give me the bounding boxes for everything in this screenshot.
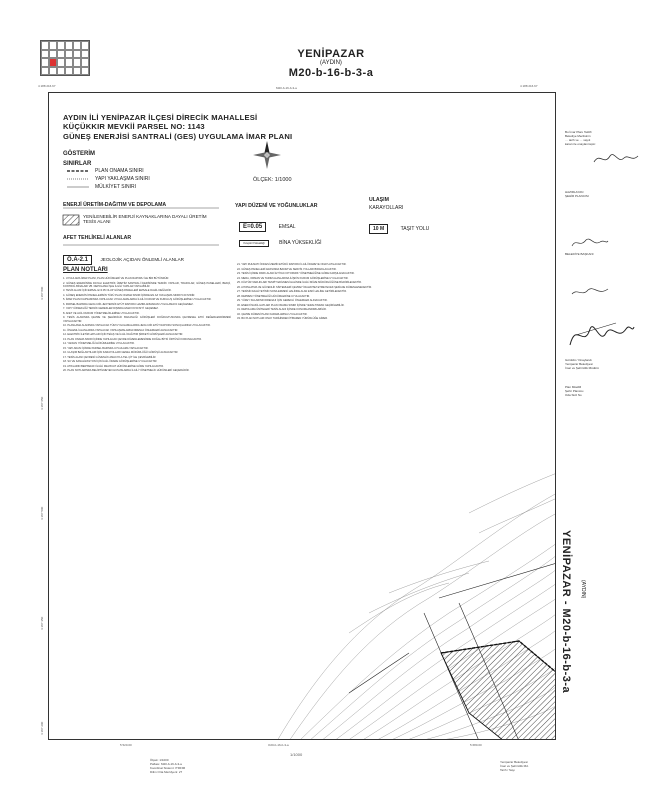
author-block [565,385,635,397]
author-line: Oda Sicil No [565,393,582,397]
coord-bottom-2: 5 680.00 [470,743,482,747]
side-title-code: M20-b-16-b-3-a [560,608,572,694]
note-item: 24. MERA, ORMAN VE TARIM ALANLARINA İLİŞKİN KURUM GÖRÜŞLERİNE UYULACAKTIR. [237,276,349,280]
coord-left-4: 4 187 350 [40,616,44,630]
plan-title-line3: GÜNEŞ ENERJİSİ SANTRALİ (GES) UYGULAMA İMAR PLANI [63,131,293,141]
signature-2-icon [570,236,610,250]
bottom-scale: 1/1000 [290,752,303,757]
note-item: 27. TESİSİN FAALİYETİNİN SONA ERMESİ HALİNDE ALAN ESKİ HALİNE GETİRİLECEKTİR. [237,290,347,293]
note-item: 29. YÜZEY SULARININ DRENAJI İÇİN GEREKLİ ÖNLEMLER ALINACAKTIR. [237,299,328,302]
road-row [369,217,429,235]
energy-area-swatch [63,215,79,225]
sheet-code: M20-b-16-b-3-a [288,66,374,79]
note-item: 9. TESİS ALANINDA ÇEVRE VE ŞEHİRCİLİK BAKANLIĞI GÖRÜŞLERİ DOĞRULTUSUNDA ÇEVRESEL ETKİ DEĞERLENDİRMESİ YAPILACAKTIR. [63,316,231,323]
coord-bottom-1: 5 520.00 [120,743,132,747]
note-item: 23. TESİS İÇİNDE PARK ALANI İHTİYACI OTOPARK YÖNETMELİĞİNE GÖRE KARŞILANACAKTIR. [237,272,355,275]
plan-frame [48,92,556,740]
note-item: 7. YAPI YÜKSEKLİĞİ TEKNİK GEREKLER DIŞINDA HMAX=6.50 M'Yİ GEÇEMEZ. [63,307,159,311]
approval-line: Bu İmar Planı Teklifi [565,130,592,134]
approval-line: Belediye Meclisinin [565,134,591,138]
side-sheet-region: (AYDIN) [580,580,586,599]
hazard-heading: AFET TEHLİKELİ ALANLAR [63,235,132,241]
note-item: 17. TESİS ALANI ÇEVRESİ GÜVENLİK AMACIYLA TEL ÇİT İLE ÇEVRİLEBİLİR. [63,355,157,359]
municipality-line: Görüldü / Onaylandı [565,358,592,362]
author-line: Plan Müellifi [565,385,582,389]
note-item: 13. PLAN ONAMA SINIRI İÇİNDE YAPILACAK ÇEVRE DÜZENLEMESİNDE DOĞAL BİTKİ ÖRTÜSÜ KORUNACAKTIR. [63,337,202,341]
note-item: 1. UYGULAMA İMAR PLANI, PLAN HÜKÜMLERİ VE PLAN RAPORU İLE BİR BÜTÜNDÜR. [63,277,170,280]
legend-heading: GÖSTERİM [63,151,96,157]
sheet-title: YENİPAZAR [297,48,365,60]
limit-item-2: YAPI YAKLAŞMA SINIRI [95,176,150,182]
transport-sub: KARAYOLLARI [369,205,404,211]
energy-heading: ENERJİ ÜRETİM-DAĞITIM VE DEPOLAMA [63,202,167,208]
note-item: 22. GÜNEŞ PANELLERİ ARASINDA BAKIM VE SERVİS YOLLARI BIRAKILACAKTIR. [237,267,337,271]
note-item: 10. PLANLAMA ALANINDA YAPILACAK TÜM UYGULAMALARDA JEOLOJİK ETÜT RAPORU SONUÇLARINA UYULACAKTIR. [63,324,211,328]
notes-column-1 [63,277,231,374]
index-map-grid [40,40,90,76]
coord-left-5: 4 187 200 [40,721,44,735]
note-item: 6. PARSEL BAZINDA GEOLOJİK-JEOTEKNİK ETÜT RAPORU HAZIRLANMADAN UYGULAMAYA GEÇİLEMEZ. [63,302,194,306]
note-item: 16. ULAŞIM BAĞLANTILARI İÇİN KARAYOLLARI GENEL MÜDÜRLÜĞÜ GÖRÜŞÜ ALINACAKTIR. [63,351,179,355]
coord-top-left: 4 188 216.67 [38,84,56,88]
plan-area-hatch [441,641,556,740]
bottom-info-line: Ölçek: 1/1000 [150,758,169,762]
height-tag: Yençok=Yüksekliği [239,240,269,247]
note-item: 28. DEPREM YÖNETMELİĞİ HÜKÜMLERİNE UYULACAKTIR. [237,294,311,298]
mayor-block [565,252,635,256]
signature-4-icon [566,315,636,355]
note-item: 26. AYDINLATMA VE GÜVENLİK SİSTEMLERİ ÇEVREYİ RAHATSIZ ETMEYECEK ŞEKİLDE DÜZENLENECEKTİR. [237,285,372,289]
note-item: 18. SU VE KANALİZASYON İÇİN İLGİLİ İDARE GÖRÜŞLERİNE UYULACAKTIR. [63,360,158,364]
bottom-info-line: Yenipazar Belediyesi [500,760,528,764]
side-sheet-code: YENİPAZAR - M20-b-16-b-3-a [560,530,572,694]
bottom-info-right [500,760,529,772]
approval-line: … tarih ve … sayılı [565,138,591,142]
plan-title-line2: KÜÇÜKKIR MEVKİİ PARSEL NO: 1143 [63,122,205,132]
hazard-label: JEOLOJİK AÇIDAN ÖNLEMLİ ALANLAR [100,257,184,262]
signature-3-icon [570,285,610,299]
note-item: 21. YAPI RUHSATI ÖNCESİ ZEMİN ETÜDÜ RAPORU İLGİLİ İDAREYE ONAYLATILACAKTIR. [237,263,347,266]
limit-item-1: PLAN ONAMA SINIRI [95,168,144,174]
note-item: 19. ATIKLARIN BERTARAFI İLGİLİ MEVZUAT HÜKÜMLERİNE GÖRE YAPILACAKTIR. [63,364,164,368]
hazard-row [63,248,184,266]
note-item: 5. İMAR PLANI KAPSAMINDA YAPILACAK UYGULAMALARDA İLGİLİ KURUM VE KURULUŞ GÖRÜŞLERİNE UYULACAKTIR. [63,298,212,302]
approval-line: kararı ile onaylanmıştır. [565,142,597,146]
coord-left-1: 4 187 800 [40,286,44,300]
frame-label: M20-b-16-b-3-a [276,86,297,90]
note-item: 3. TESİS ALANI İÇİN EMSAL E=0.05 OLUP GÜNEŞ PANELLERİ EMSALE DAHİL DEĞİLDİR. [63,289,172,293]
note-item: 15. YAPI ADASI İÇİNDE PARSEL BAZINDA UYGULAMA YAPILACAKTIR. [63,346,149,350]
municipality-line: Yenipazar Belediyesi [565,362,593,366]
preparer-line: ŞEHİR PLANCISI [565,194,589,198]
municipality-line: İmar ve Şehircilik Müdürü [565,366,599,370]
sheet-title-block [246,48,416,79]
bottom-info-line: Dilim Orta Meridyeni: 27 [150,770,183,774]
limits-heading: SINIRLAR [63,161,92,167]
coord-left-2: 4 187 650 [40,396,44,410]
bottom-info-left [150,758,185,774]
note-item: 33. BU PLAN NOTLARI ONAY TARİHİNDEN İTİBAREN YÜRÜRLÜĞE GİRER. [237,317,328,320]
coord-left-3: 4 187 500 [40,506,44,520]
density-heading: YAPI DÜZENİ VE YOĞUNLUKLAR [235,203,318,209]
note-item: 11. ÖNLEMLİ ALANLARDA YAPILACAK YAPILAŞMALARDA DRENAJ ÖNLEMLERİ ALINACAKTIR. [63,328,179,332]
signature-1-icon [592,150,640,168]
north-arrow-icon [253,141,281,169]
note-item: 20. PLAN NOTLARINDA BELİRTİLMEYEN HUSUSLARDA İLGİLİ YÖNETMELİK HÜKÜMLERİ GEÇERLİDİR. [63,369,190,373]
sheet-region: (AYDIN) [320,60,342,67]
road-label: TAŞIT YOLU [400,226,430,232]
note-item: 32. ÇEVRE DÜZENİ PLANI KARARLARINA UYULACAKTIR. [237,312,308,316]
note-item: 14. YANGIN YÖNETMELİĞİ HÜKÜMLERİNE UYULACAKTIR. [63,342,135,346]
preparer-block [565,190,635,198]
note-item: 4. GÜNEŞ ENERJİSİ PANELLERİNİN TÜZÜ PLAN ONAMA SINIRI İÇİNDE EN AZ YAKLAŞMA SINIRI 5.00 M'DİR. [63,293,196,297]
bottom-info-line: Paftası: M20-b-16-b-3-a [150,762,182,766]
bottom-info-line: Koordinat Sistemi: ITRF96 [150,766,186,770]
emsal-tag: E=0.05 [239,222,266,232]
height-row [239,231,322,249]
emsal-label: EMSAL [278,224,296,230]
bottom-info-line: Tarih / Sayı [500,768,516,772]
plan-title-line1: AYDIN İLİ YENİPAZAR İLÇESİ DİRECİK MAHALLESİ [63,113,258,122]
preparer-line: HAZIRLAYAN [565,190,584,194]
municipality-block [565,358,635,370]
note-item: 12. ELEKTRİK İLETİM HATLARI İÇİN TEİAŞ VE İLGİLİ DAĞITIM ŞİRKETİ GÖRÜŞLERİ ALINACAKTIR. [63,333,184,337]
limit-item-3: MÜLKİYET SINIRI [95,184,137,190]
approval-block [565,130,635,146]
hazard-tag: Ö.A-2.1 [63,255,92,265]
bottom-info-line: İmar ve Şehircilik Md. [500,764,529,768]
height-label: BİNA YÜKSEKLİĞİ [279,240,322,246]
notes-column-2 [237,263,395,322]
note-item: 31. DEPOLAMA ÜNİTELERİ TESİS ALANI İÇİNDE KONUMLANDIRILABİLİR. [237,308,327,311]
author-line: Şehir Plancısı [565,389,584,393]
mayor-line: BELEDİYE BAŞKANI [565,252,594,256]
map-drawing [49,93,556,740]
scale-label: ÖLÇEK: 1/1000 [253,177,292,183]
bottom-sheet-label: O20-b-16-b-3-a [268,743,289,747]
energy-item: YENİLENEBİLİR ENERJİ KAYNAKLARINA DAYALI ÜRETİM TESİS ALANI [83,214,207,225]
transport-heading: ULAŞIM [369,197,389,203]
plan-title [63,113,343,141]
note-item: 8. AFET VE ACİL DURUM YÖNETMELİKLERİNE UYULACAKTIR. [63,311,140,315]
notes-heading: PLAN NOTLARI [63,267,108,273]
note-item: 2. GÜNEŞ ENERJİSİNE DAYALI ELEKTRİK ÜRETİM SANTRALİ İÇERİSİNDE TEKNİK YAPILAR, TRAFOLAR, GÜNEŞ PANELLERİ, BEKÇİ, KONTROL BİNALARI VB. DEPOLAMA İŞLE İLGİLİ YAPILAR YAPILABİLİR. [63,281,231,288]
note-item: 25. KÜLTÜR VARLIKLARI TESPİT EDİLMESİ HALİNDE İLGİLİ MÜZE MÜDÜRLÜĞÜNE BİLDİRİLECEKTİR. [237,281,362,284]
road-tag: 10 M [369,224,388,234]
note-item: 30. ENERJİ NAKİL HATLARI PLAN ONAMA SINIRI İÇİNDE YERALTINDAN GEÇİRİLEBİLİR. [237,303,345,307]
coord-top-right: 4 188 216.67 [520,84,538,88]
side-title-name: YENİPAZAR [560,530,572,598]
